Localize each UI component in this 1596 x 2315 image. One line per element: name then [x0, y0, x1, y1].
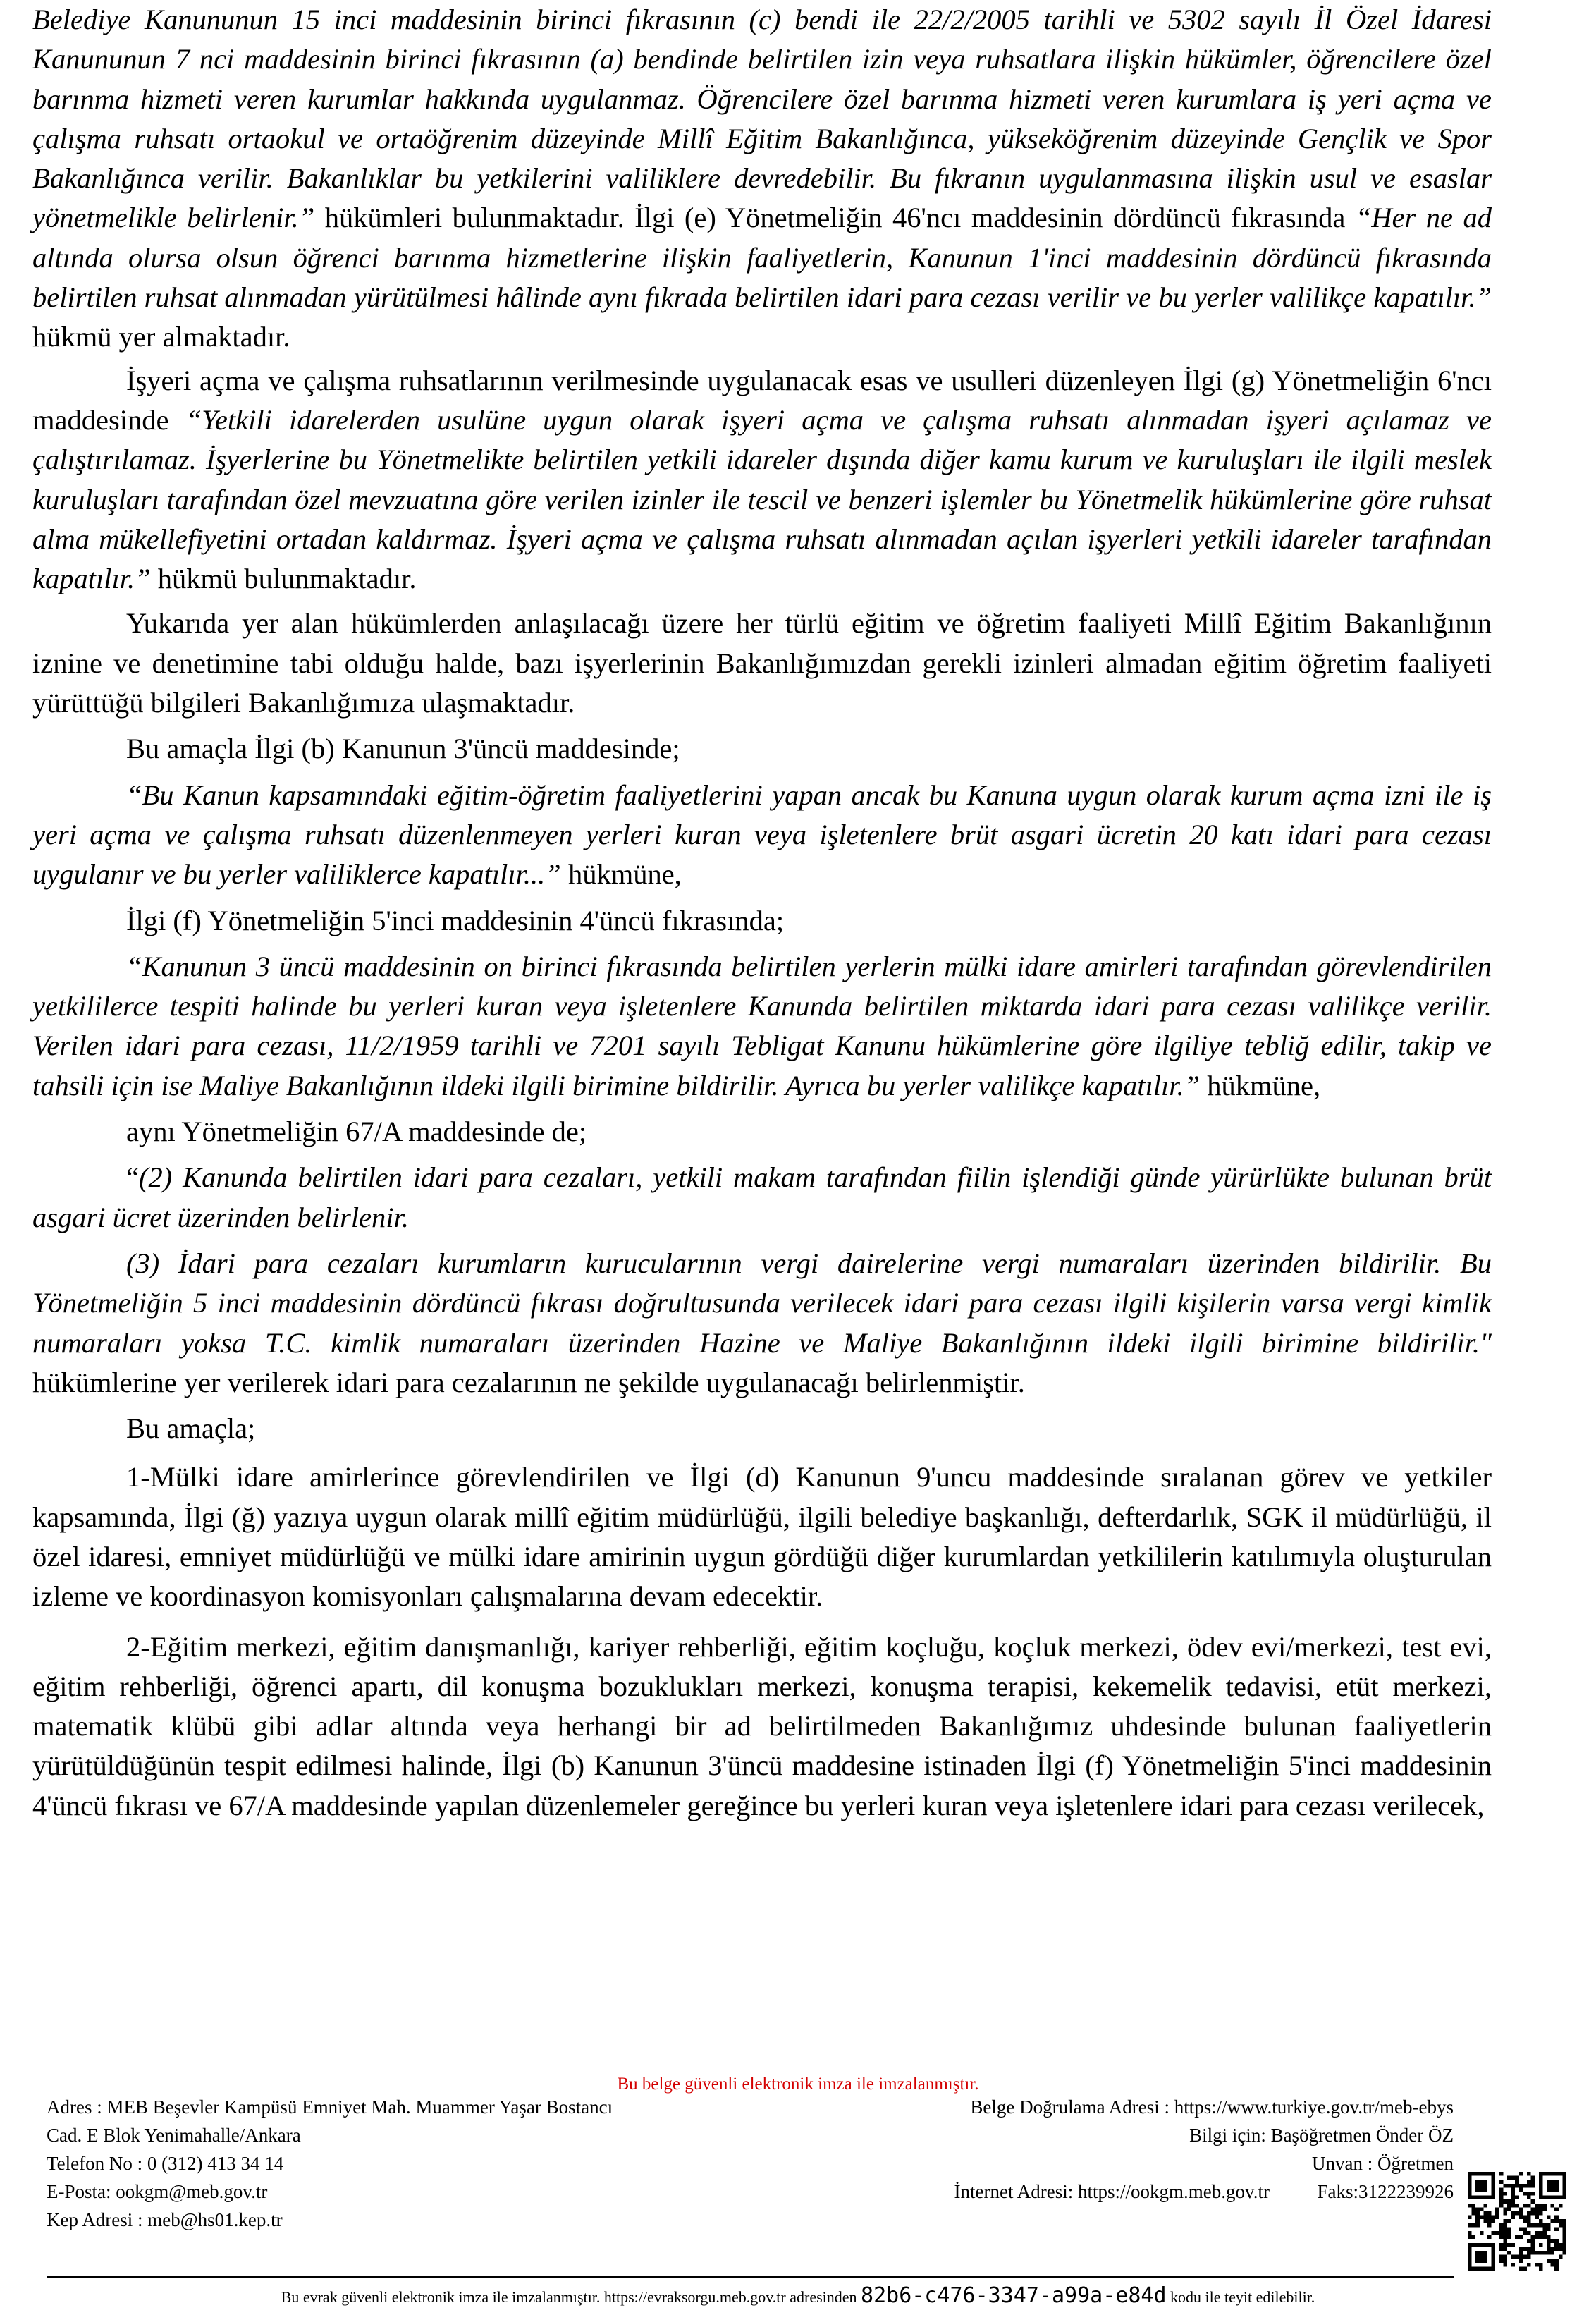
- footer-contact-right: [954, 2093, 1454, 2206]
- paragraph: [32, 1112, 1492, 1152]
- paragraph-text: hükmü yer almaktadır.: [32, 321, 290, 353]
- footer-divider: [47, 2276, 1454, 2278]
- quoted-text: “Kanunun 3 üncü maddesinin on birinci fıkrasında belirtilen yerlerin mülki idare amirleri tarafından görevlendirilen yetkililerce tespiti halinde bu yerleri kuran veya işletenlere Kanunda belirtilen miktarda idari para cezası valilikçe verilir. Verilen idari para cezası, 11/2/1959 tarihli ve 7201 sayılı Tebligat Kanunu hükümlerine göre ilgiliye tebliğ edilir, takip ve tahsili için ise Maliye Bakanlığının ildeki ilgili birimine bildirilir. Ayrıca bu yerler valilikçe kapatılır.”: [32, 950, 1492, 1101]
- footer-address-line-1: Adres : MEB Beşevler Kampüsü Emniyet Mah. Muammer Yaşar Bostancı: [47, 2096, 613, 2118]
- paragraph: [32, 0, 1492, 358]
- qr-code-icon: [1468, 2172, 1566, 2271]
- paragraph-text: hükmüne,: [1200, 1069, 1321, 1101]
- paragraph: [32, 729, 1492, 769]
- paragraph-text: hükmüne,: [560, 858, 682, 891]
- paragraph-text: Bu amaçla İlgi (b) Kanunun 3'üncü maddesinde;: [126, 733, 680, 765]
- footer-email: E-Posta: ookgm@meb.gov.tr: [47, 2181, 268, 2202]
- quoted-text: (3) İdari para cezaları kurumların kurucularının vergi dairelerine vergi numaraları üzerinden bildirilir. Bu Yönetmeliğin 5 inci maddesinin dördüncü fıkrası doğrultusunda verilecek idari para cezası ilgili kişilerin varsa vergi kimlik numaraları yoksa T.C. kimlik numaraları üzerinden Hazine ve Maliye Bakanlığının ildeki ilgili birimine bildirilir.": [32, 1247, 1492, 1359]
- paragraph: [32, 776, 1492, 895]
- verification-code: 82b6-c476-3347-a99a-e84d: [861, 2283, 1167, 2308]
- document-footer: [47, 2093, 1454, 2304]
- paragraph-text: Bu amaçla;: [126, 1412, 256, 1445]
- paragraph-text: hükümlerine yer verilerek idari para cezalarının ne şekilde uygulanacağı belirlenmiştir.: [32, 1366, 1025, 1398]
- paragraph-text: aynı Yönetmeliğin 67/A maddesinde de;: [126, 1116, 587, 1148]
- e-signature-notice: Bu belge güvenli elektronik imza ile imzalanmıştır.: [617, 2075, 979, 2094]
- footer-title: Unvan : Öğretmen: [1312, 2153, 1454, 2174]
- quoted-text: “Her ne ad altında olursa olsun öğrenci barınma hizmetlerine ilişkin faaliyetlerin, Kanunun 1'inci maddesinin dördüncü fıkrasında belirtilen ruhsat alınmadan yürütülmesi hâlinde aynı fıkrada belirtilen idari para cezası verilir ve bu yerler valilikçe kapatılır.”: [32, 202, 1492, 314]
- paragraph-text: 1-Mülki idare amirlerince görevlendirilen ve İlgi (d) Kanunun 9'uncu maddesinde sıralanan görev ve yetkiler kapsamında, İlgi (ğ) yazıya uygun olarak millî eğitim müdürlüğü, ilgili belediye başkanlığı, defterdarlık, SGK il müdürlüğü, il özel idaresi, emniyet müdürlüğü ve mülki idare amirinin uygun gördüğü diğer kurumlardan yetkililerin katılımıyla oluşturulan izleme ve koordinasyon komisyonları çalışmalarına devam edecektir.: [32, 1461, 1492, 1613]
- document-body: [32, 0, 1492, 1826]
- paragraph: [32, 901, 1492, 941]
- paragraph: [32, 1244, 1492, 1403]
- paragraph-text: “: [126, 1161, 139, 1194]
- paragraph-text: İlgi (f) Yönetmeliğin 5'inci maddesinin 4'üncü fıkrasında;: [126, 904, 785, 936]
- paragraph: [32, 1409, 1492, 1448]
- paragraph: [32, 947, 1492, 1106]
- paragraph: [32, 604, 1492, 723]
- footer-web-fax: İnternet Adresi: https://ookgm.meb.gov.tr Faks:3122239926: [954, 2181, 1454, 2202]
- footer-address-line-2: Cad. E Blok Yenimahalle/Ankara: [47, 2125, 301, 2146]
- paragraph: [32, 361, 1492, 599]
- footer-verification-address: Belge Doğrulama Adresi : https://www.turkiye.gov.tr/meb-ebys: [970, 2096, 1454, 2118]
- verification-line: [0, 2285, 1596, 2309]
- paragraph-text: İşyeri açma ve çalışma ruhsatlarının verilmesinde uygulanacak esas ve usulleri düzenleyen İlgi (g) Yönetmeliğin 6'ncı maddesinde: [32, 364, 1492, 436]
- paragraph-text: hükümleri bulunmaktadır. İlgi (e) Yönetmeliğin 46'ncı maddesinin dördüncü fıkrasında: [314, 202, 1356, 234]
- quoted-text: “Bu Kanun kapsamındaki eğitim-öğretim faaliyetlerini yapan ancak bu Kanuna uygun olarak kurum açma izni ile iş yeri açma ve çalışma ruhsatı düzenlenmeyen yerleri kuran veya işletenlere brüt asgari ücretin 20 katı idari para cezası uygulanır ve bu yerler valiliklerce kapatılır...”: [32, 778, 1492, 891]
- paragraph: [32, 1458, 1492, 1616]
- footer-kep-address: Kep Adresi : meb@hs01.kep.tr: [47, 2209, 283, 2230]
- footer-contact-person: Bilgi için: Başöğretmen Önder ÖZ: [1189, 2125, 1454, 2146]
- quoted-text: (2) Kanunda belirtilen idari para cezaları, yetkili makam tarafından fiilin işlendiği günde yürürlükte bulunan brüt asgari ücret üzerinden belirlenir.: [32, 1161, 1492, 1233]
- quoted-text: Belediye Kanununun 15 inci maddesinin birinci fıkrasının (c) bendi ile 22/2/2005 tarihli ve 5302 sayılı İl Özel İdaresi Kanununun 7 nci maddesinin birinci fıkrasının (a) bendinde belirtilen izin veya ruhsatlara ilişkin hükümler, öğrencilere özel barınma hizmeti veren kurumlar hakkında uygulanmaz. Öğrencilere özel barınma hizmeti veren kurumlara iş yeri açma ve çalışma ruhsatı ortaokul ve ortaöğrenim düzeyinde Millî Eğitim Bakanlığınca, yükseköğrenim düzeyinde Gençlik ve Spor Bakanlığınca verilir. Bakanlıklar bu yetkilerini valiliklere devredebilir. Bu fıkranın uygulanmasına ilişkin usul ve esaslar yönetmelikle belirlenir.”: [32, 4, 1492, 234]
- footer-phone: Telefon No : 0 (312) 413 34 14: [47, 2153, 284, 2174]
- paragraph-text: hükmü bulunmaktadır.: [150, 563, 417, 595]
- footer-contact-left: [47, 2093, 613, 2234]
- paragraph: [32, 1627, 1492, 1826]
- paragraph: [32, 1158, 1492, 1238]
- paragraph-text: Yukarıda yer alan hükümlerden anlaşılacağı üzere her türlü eğitim ve öğretim faaliyeti Millî Eğitim Bakanlığının iznine ve denetimine tabi olduğu halde, bazı işyerlerinin Bakanlığımızdan gerekli izinleri almadan eğitim öğretim faaliyeti yürüttüğü bilgileri Bakanlığımıza ulaşmaktadır.: [32, 607, 1492, 719]
- verification-suffix: kodu ile teyit edilebilir.: [1170, 2288, 1315, 2306]
- paragraph-text: 2-Eğitim merkezi, eğitim danışmanlığı, kariyer rehberliği, eğitim koçluğu, koçluk merkezi, ödev evi/merkezi, test evi, eğitim rehberliği, öğrenci apartı, dil konuşma bozuklukları merkezi, konuşma terapisi, kekemelik tedavisi, etüt merkezi, matematik klübü gibi adlar altında veya herhangi bir ad belirtilmeden Bakanlığımız uhdesinde bulunan faaliyetlerin yürütüldüğünün tespit edilmesi halinde, İlgi (b) Kanunun 3'üncü maddesine istinaden İlgi (f) Yönetmeliğin 5'inci maddesinin 4'üncü fıkrası ve 67/A maddesinde yapılan düzenlemeler gereğince bu yerleri kuran veya işletenlere idari para cezası verilecek,: [32, 1630, 1492, 1821]
- quoted-text: “Yetkili idarelerden usulüne uygun olarak işyeri açma ve çalışma ruhsatı alınmadan işyeri açılamaz ve çalıştırılamaz. İşyerlerine bu Yönetmelikte belirtilen yetkili idareler dışında diğer kamu kurum ve kuruluşları ile ilgili meslek kuruluşları tarafından özel mevzuatına göre verilen izinler ile tescil ve benzeri işlemler bu Yönetmelik hükümlerine göre ruhsat alma mükellefiyetini ortadan kaldırmaz. İşyeri açma ve çalışma ruhsatı alınmadan açılan işyerleri yetkili idareler tarafından kapatılır.”: [32, 403, 1492, 595]
- verification-text: Bu evrak güvenli elektronik imza ile imzalanmıştır. https://evraksorgu.meb.gov.tr adresinden: [281, 2288, 857, 2306]
